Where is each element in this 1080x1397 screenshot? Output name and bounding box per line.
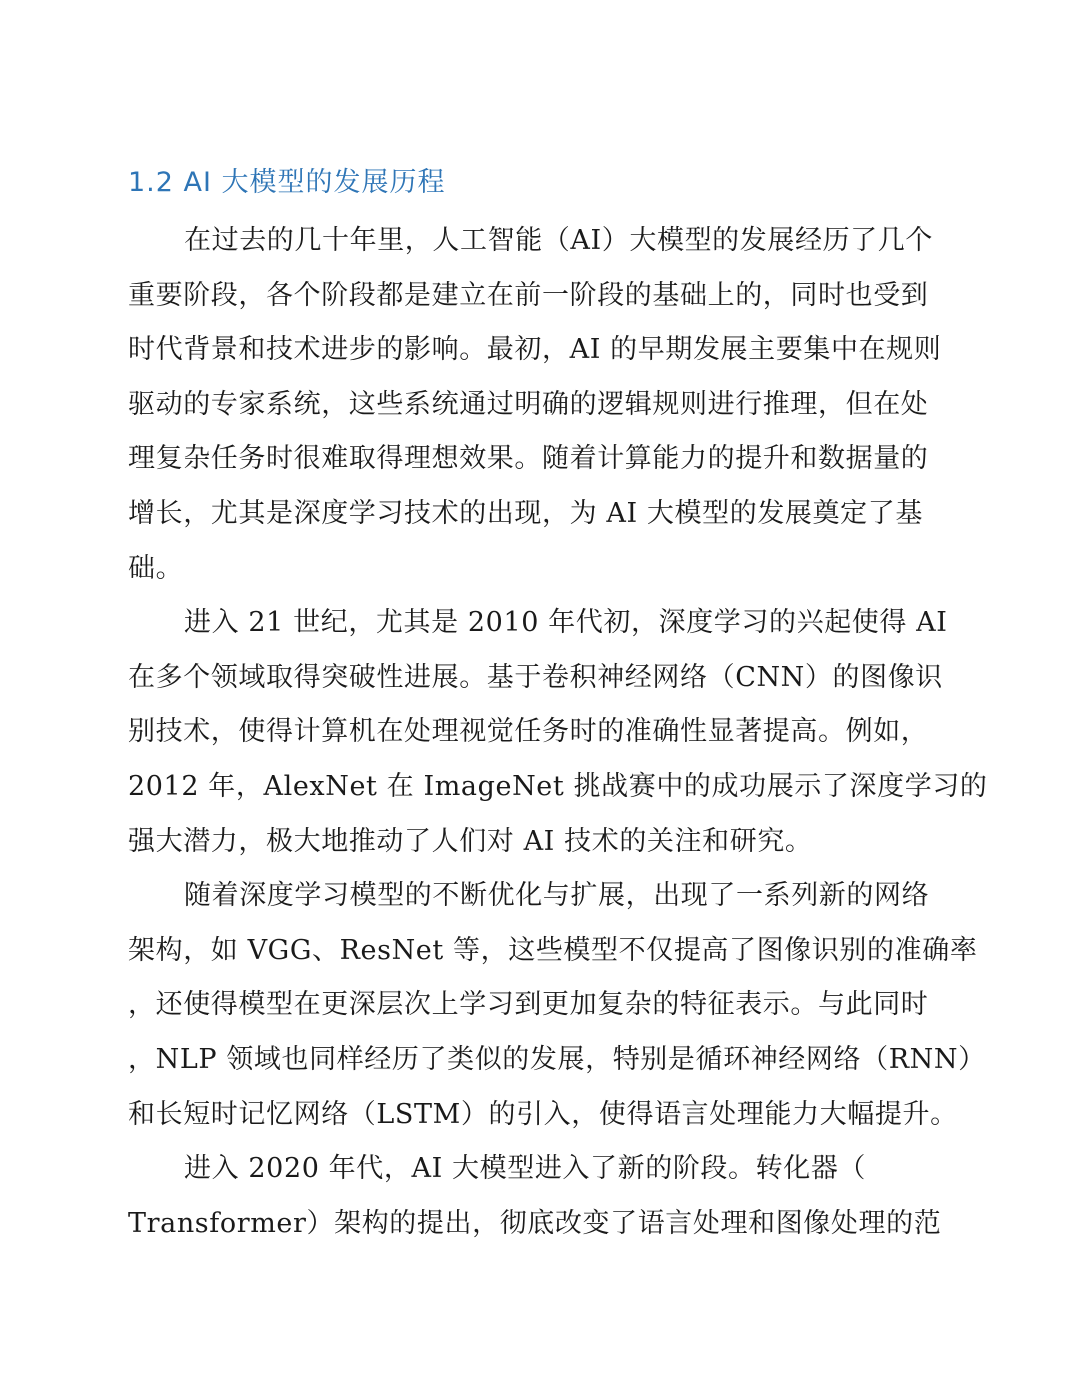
paragraph-3-line: ，还使得模型在更深层次上学习到更加复杂的特征表示。与此同时 (128, 989, 929, 1021)
paragraph-1-line: 驱动的专家系统，这些系统通过明确的逻辑规则进行推理，但在处 (128, 388, 929, 420)
paragraph-4-line: 进入 2020 年代，AI 大模型进入了新的阶段。转化器（ (184, 1153, 867, 1185)
paragraph-1-line: 时代背景和技术进步的影响。最初，AI 的早期发展主要集中在规则 (128, 334, 942, 366)
paragraph-2-line: 2012 年，AlexNet 在 ImageNet 挑战赛中的成功展示了深度学习的 (128, 770, 988, 802)
paragraph-1-line: 础。 (128, 552, 184, 584)
paragraph-3-line: 和长短时记忆网络（LSTM）的引入，使得语言处理能力大幅提升。 (128, 1098, 958, 1130)
paragraph-2-line: 在多个领域取得突破性进展。基于卷积神经网络（CNN）的图像识 (128, 661, 943, 693)
section-heading: 1.2 AI 大模型的发展历程 (128, 167, 446, 198)
paragraph-1-line: 重要阶段，各个阶段都是建立在前一阶段的基础上的，同时也受到 (128, 279, 929, 311)
paragraph-1-line: 在过去的几十年里，人工智能（AI）大模型的发展经历了几个 (184, 225, 933, 256)
paragraph-4-line: Transformer）架构的提出，彻底改变了语言处理和图像处理的范 (128, 1207, 942, 1239)
paragraph-2-line: 进入 21 世纪，尤其是 2010 年代初，深度学习的兴起使得 AI (184, 607, 948, 639)
paragraph-3-line: 随着深度学习模型的不断优化与扩展，出现了一系列新的网络 (184, 880, 930, 912)
paragraph-3-line: ，NLP 领域也同样经历了类似的发展，特别是循环神经网络（RNN） (128, 1043, 986, 1075)
paragraph-3-line: 架构，如 VGG、ResNet 等，这些模型不仅提高了图像识别的准确率 (128, 934, 978, 966)
paragraph-2-line: 别技术，使得计算机在处理视觉任务时的准确性显著提高。例如， (128, 716, 929, 748)
body-text (128, 214, 988, 1251)
paragraph-2-line: 强大潜力，极大地推动了人们对 AI 技术的关注和研究。 (128, 825, 813, 857)
paragraph-1-line: 理复杂任务时很难取得理想效果。随着计算能力的提升和数据量的 (128, 443, 929, 475)
paragraph-1-line: 增长，尤其是深度学习技术的出现，为 AI 大模型的发展奠定了基 (128, 497, 923, 529)
